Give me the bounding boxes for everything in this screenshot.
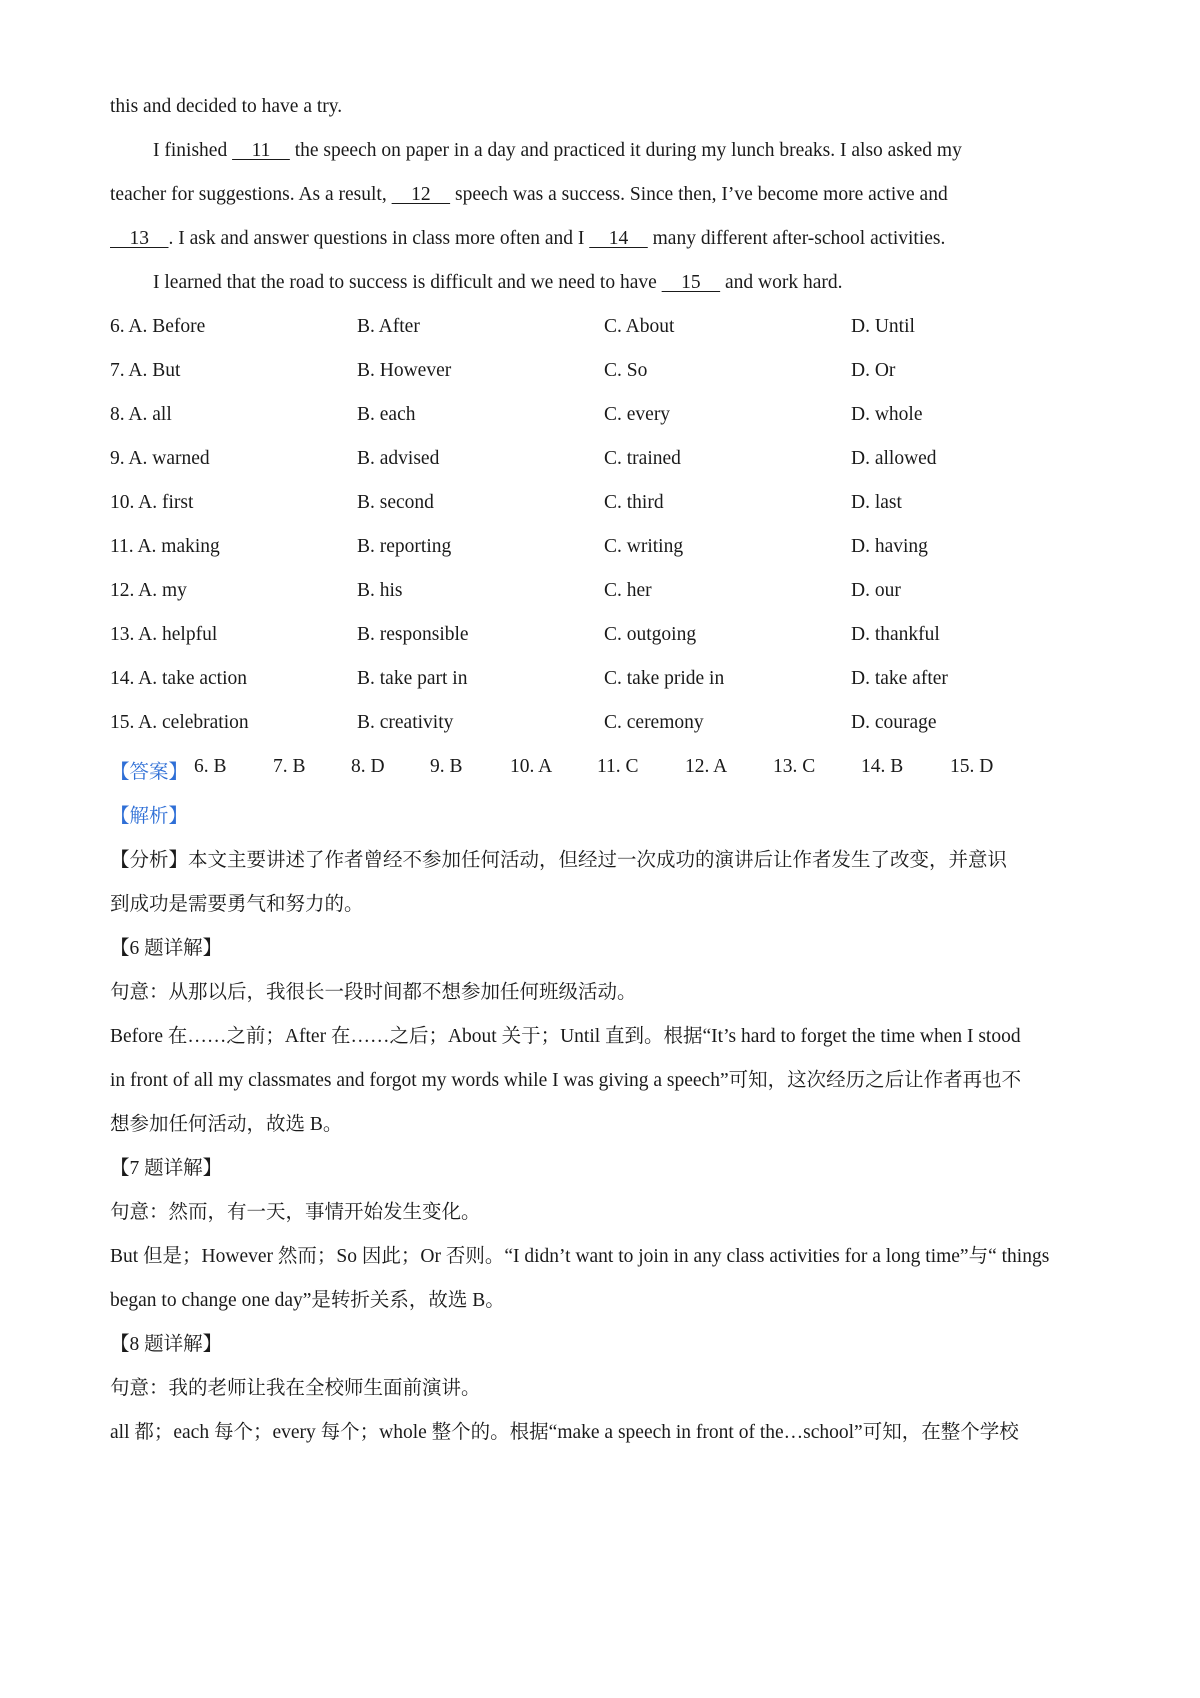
analysis-label: 【解析】	[110, 806, 189, 827]
passage-line	[153, 140, 962, 162]
q7-meaning: 句意：然而，有一天，事情开始发生变化。	[110, 1202, 481, 1223]
option-a: 10. A. first	[110, 492, 194, 513]
option-b: B. second	[357, 492, 434, 513]
answer-item: 15. D	[950, 756, 994, 777]
answer-item: 11. C	[597, 756, 639, 777]
option-a: 15. A. celebration	[110, 712, 249, 733]
option-d: D. take after	[851, 668, 948, 689]
option-b: B. creativity	[357, 712, 454, 733]
q6-explanation: 想参加任何活动，故选 B。	[110, 1114, 343, 1135]
q6-meaning: 句意：从那以后，我很长一段时间都不想参加任何班级活动。	[110, 982, 637, 1003]
option-a: 8. A. all	[110, 404, 172, 425]
option-b: B. After	[357, 316, 420, 337]
passage-text: the speech on paper in a day and practiced it during my lunch breaks. I also asked my	[289, 140, 962, 161]
answer-item: 14. B	[861, 756, 904, 777]
passage-text: I finished	[153, 140, 233, 161]
q6-explanation: in front of all my classmates and forgot my words while I was giving a speech”可知，这次经历之后让作者再也不	[110, 1070, 1022, 1091]
option-b: B. responsible	[357, 624, 469, 645]
passage-text: many different after-school activities.	[647, 228, 946, 249]
q7-explanation: But 但是；However 然而；So 因此；Or 否则。“I didn’t want to join in any class activities for a long time”与“ things	[110, 1246, 1050, 1267]
option-d: D. our	[851, 580, 901, 601]
answer-item: 10. A	[510, 756, 553, 777]
option-c: C. trained	[604, 448, 681, 469]
answer-item: 8. D	[351, 756, 385, 777]
q6-explanation: Before 在……之前；After 在……之后；About 关于；Until 直到。根据“It’s hard to forget the time when I stood	[110, 1026, 1021, 1047]
answer-item: 7. B	[273, 756, 306, 777]
q8-explanation: all 都；each 每个；every 每个；whole 整个的。根据“make a speech in front of the…school”可知，在整个学校	[110, 1422, 1019, 1443]
option-c: C. ceremony	[604, 712, 704, 733]
passage-text: . I ask and answer questions in class more often and I	[168, 228, 590, 249]
blank-12: 12	[391, 184, 451, 205]
answer-item: 9. B	[430, 756, 463, 777]
option-a: 9. A. warned	[110, 448, 210, 469]
answer-label: 【答案】	[110, 762, 189, 783]
passage-line	[110, 184, 948, 206]
option-b: B. However	[357, 360, 452, 381]
option-d: D. Or	[851, 360, 896, 381]
q6-title: 【6 题详解】	[110, 938, 223, 959]
option-c: C. take pride in	[604, 668, 725, 689]
q8-title: 【8 题详解】	[110, 1334, 223, 1355]
option-d: D. last	[851, 492, 902, 513]
summary-line: 【分析】本文主要讲述了作者曾经不参加任何活动，但经过一次成功的演讲后让作者发生了改变，并意识	[110, 850, 1008, 871]
option-a: 13. A. helpful	[110, 624, 218, 645]
passage-text: I learned that the road to success is difficult and we need to have	[153, 272, 662, 293]
option-a: 6. A. Before	[110, 316, 206, 337]
passage-line	[153, 272, 843, 294]
option-d: D. Until	[851, 316, 915, 337]
option-b: B. his	[357, 580, 403, 601]
blank-11: 11	[232, 140, 290, 161]
option-c: C. third	[604, 492, 664, 513]
passage-line: this and decided to have a try.	[110, 96, 343, 117]
passage-text: teacher for suggestions. As a result,	[110, 184, 392, 205]
option-d: D. courage	[851, 712, 937, 733]
option-c: C. her	[604, 580, 652, 601]
option-b: B. take part in	[357, 668, 468, 689]
option-a: 12. A. my	[110, 580, 187, 601]
option-b: B. reporting	[357, 536, 452, 557]
option-d: D. thankful	[851, 624, 940, 645]
passage-line	[110, 228, 945, 250]
option-c: C. every	[604, 404, 671, 425]
passage-text: speech was a success. Since then, I’ve become more active and	[450, 184, 948, 205]
option-d: D. allowed	[851, 448, 937, 469]
summary-line: 到成功是需要勇气和努力的。	[110, 894, 364, 915]
answer-item: 12. A	[685, 756, 728, 777]
option-c: C. outgoing	[604, 624, 697, 645]
option-a: 7. A. But	[110, 360, 181, 381]
blank-13: 13	[110, 228, 169, 249]
blank-15: 15	[661, 272, 721, 293]
blank-14: 14	[589, 228, 648, 249]
option-c: C. About	[604, 316, 675, 337]
option-c: C. So	[604, 360, 648, 381]
q8-meaning: 句意：我的老师让我在全校师生面前演讲。	[110, 1378, 481, 1399]
option-b: B. each	[357, 404, 416, 425]
answer-item: 6. B	[194, 756, 227, 777]
answer-item: 13. C	[773, 756, 816, 777]
option-a: 11. A. making	[110, 536, 220, 557]
q7-title: 【7 题详解】	[110, 1158, 223, 1179]
q7-explanation: began to change one day”是转折关系，故选 B。	[110, 1290, 505, 1311]
option-b: B. advised	[357, 448, 440, 469]
passage-text: and work hard.	[720, 272, 843, 293]
option-d: D. having	[851, 536, 928, 557]
option-a: 14. A. take action	[110, 668, 248, 689]
option-d: D. whole	[851, 404, 923, 425]
option-c: C. writing	[604, 536, 684, 557]
